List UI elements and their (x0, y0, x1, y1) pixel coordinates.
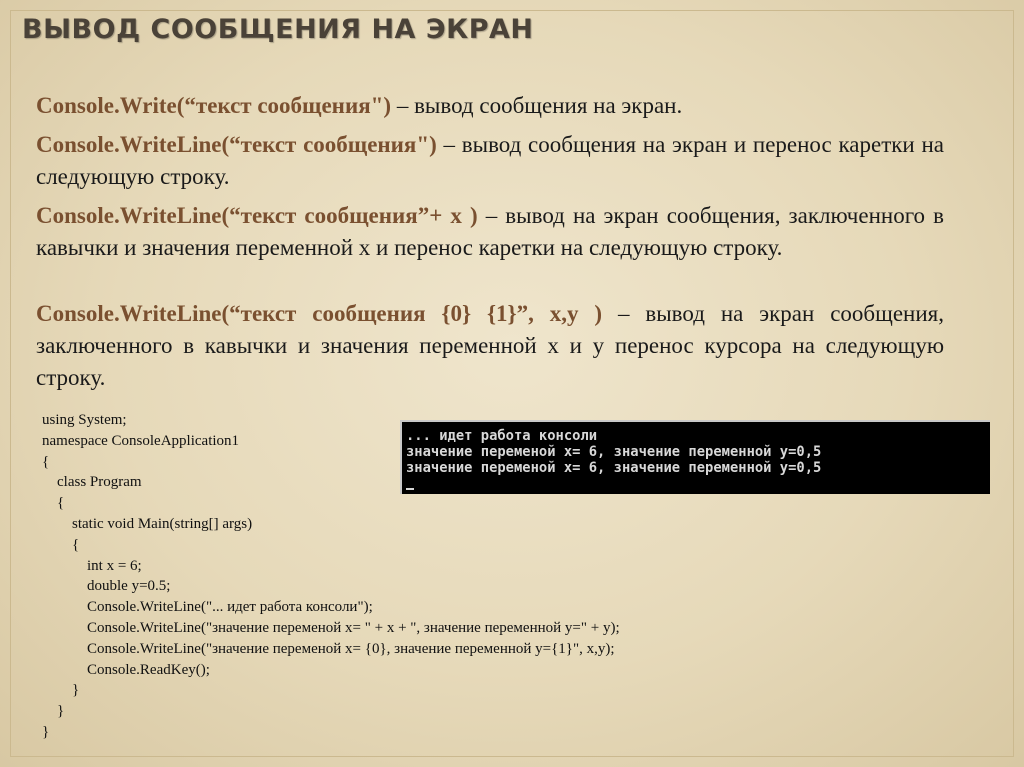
paragraph-console-write (36, 90, 944, 122)
code-fragment: Console.Write(“текст сообщения") (36, 93, 392, 118)
console-cursor (406, 488, 414, 490)
console-line: ... идет работа консоли (406, 428, 598, 444)
paragraph-text: – вывод на экран сообщения, заключенного в кавычки и значения переменной x и перенос каретки на следующую строку. (36, 203, 944, 260)
code-line: Console.WriteLine("значение переменой x= {0}, значение переменной y={1}", x,y); (42, 640, 615, 657)
paragraph-writeline-concat (36, 200, 944, 264)
code-line: { (42, 453, 50, 470)
code-line: double y=0.5; (42, 578, 171, 595)
console-output-window (400, 420, 990, 494)
code-line: Console.WriteLine("значение переменой x= " + x + ", значение переменной y=" + y); (42, 619, 620, 636)
code-fragment: Console.WriteLine(“текст сообщения {0} {1}”, x,y ) (36, 301, 603, 326)
console-line: значение переменой x= 6, значение переменной y=0,5 (406, 460, 822, 476)
code-line: static void Main(string[] args) (42, 515, 253, 532)
code-line: class Program (42, 474, 142, 491)
paragraph-console-writeline (36, 129, 944, 193)
code-line: { (42, 536, 80, 553)
paragraph-text: – вывод сообщения на экран. (391, 93, 683, 118)
code-line: namespace ConsoleApplication1 (42, 432, 240, 449)
code-line: Console.WriteLine("... идет работа консоли"); (42, 599, 373, 616)
console-line: значение переменой x= 6, значение переменной y=0,5 (406, 444, 822, 460)
page-title: ВЫВОД СООБЩЕНИЯ НА ЭКРАН (22, 14, 534, 45)
code-fragment: Console.WriteLine(“текст сообщения”+ x ) (36, 203, 478, 228)
paragraph-writeline-format (36, 298, 944, 394)
paragraph-text: – вывод сообщения на экран и перенос каретки на следующую строку. (36, 132, 944, 189)
code-line: Console.ReadKey(); (42, 661, 210, 678)
code-line: } (42, 723, 50, 740)
code-line: } (42, 703, 65, 720)
code-line: { (42, 495, 65, 512)
code-line: int x = 6; (42, 557, 142, 574)
code-line: } (42, 682, 80, 699)
paragraph-text: – вывод на экран сообщения, заключенного в кавычки и значения переменной x и y перенос курсора на следующую строку. (36, 301, 944, 390)
code-line: using System; (42, 412, 127, 428)
code-fragment: Console.WriteLine(“текст сообщения") (36, 132, 437, 157)
